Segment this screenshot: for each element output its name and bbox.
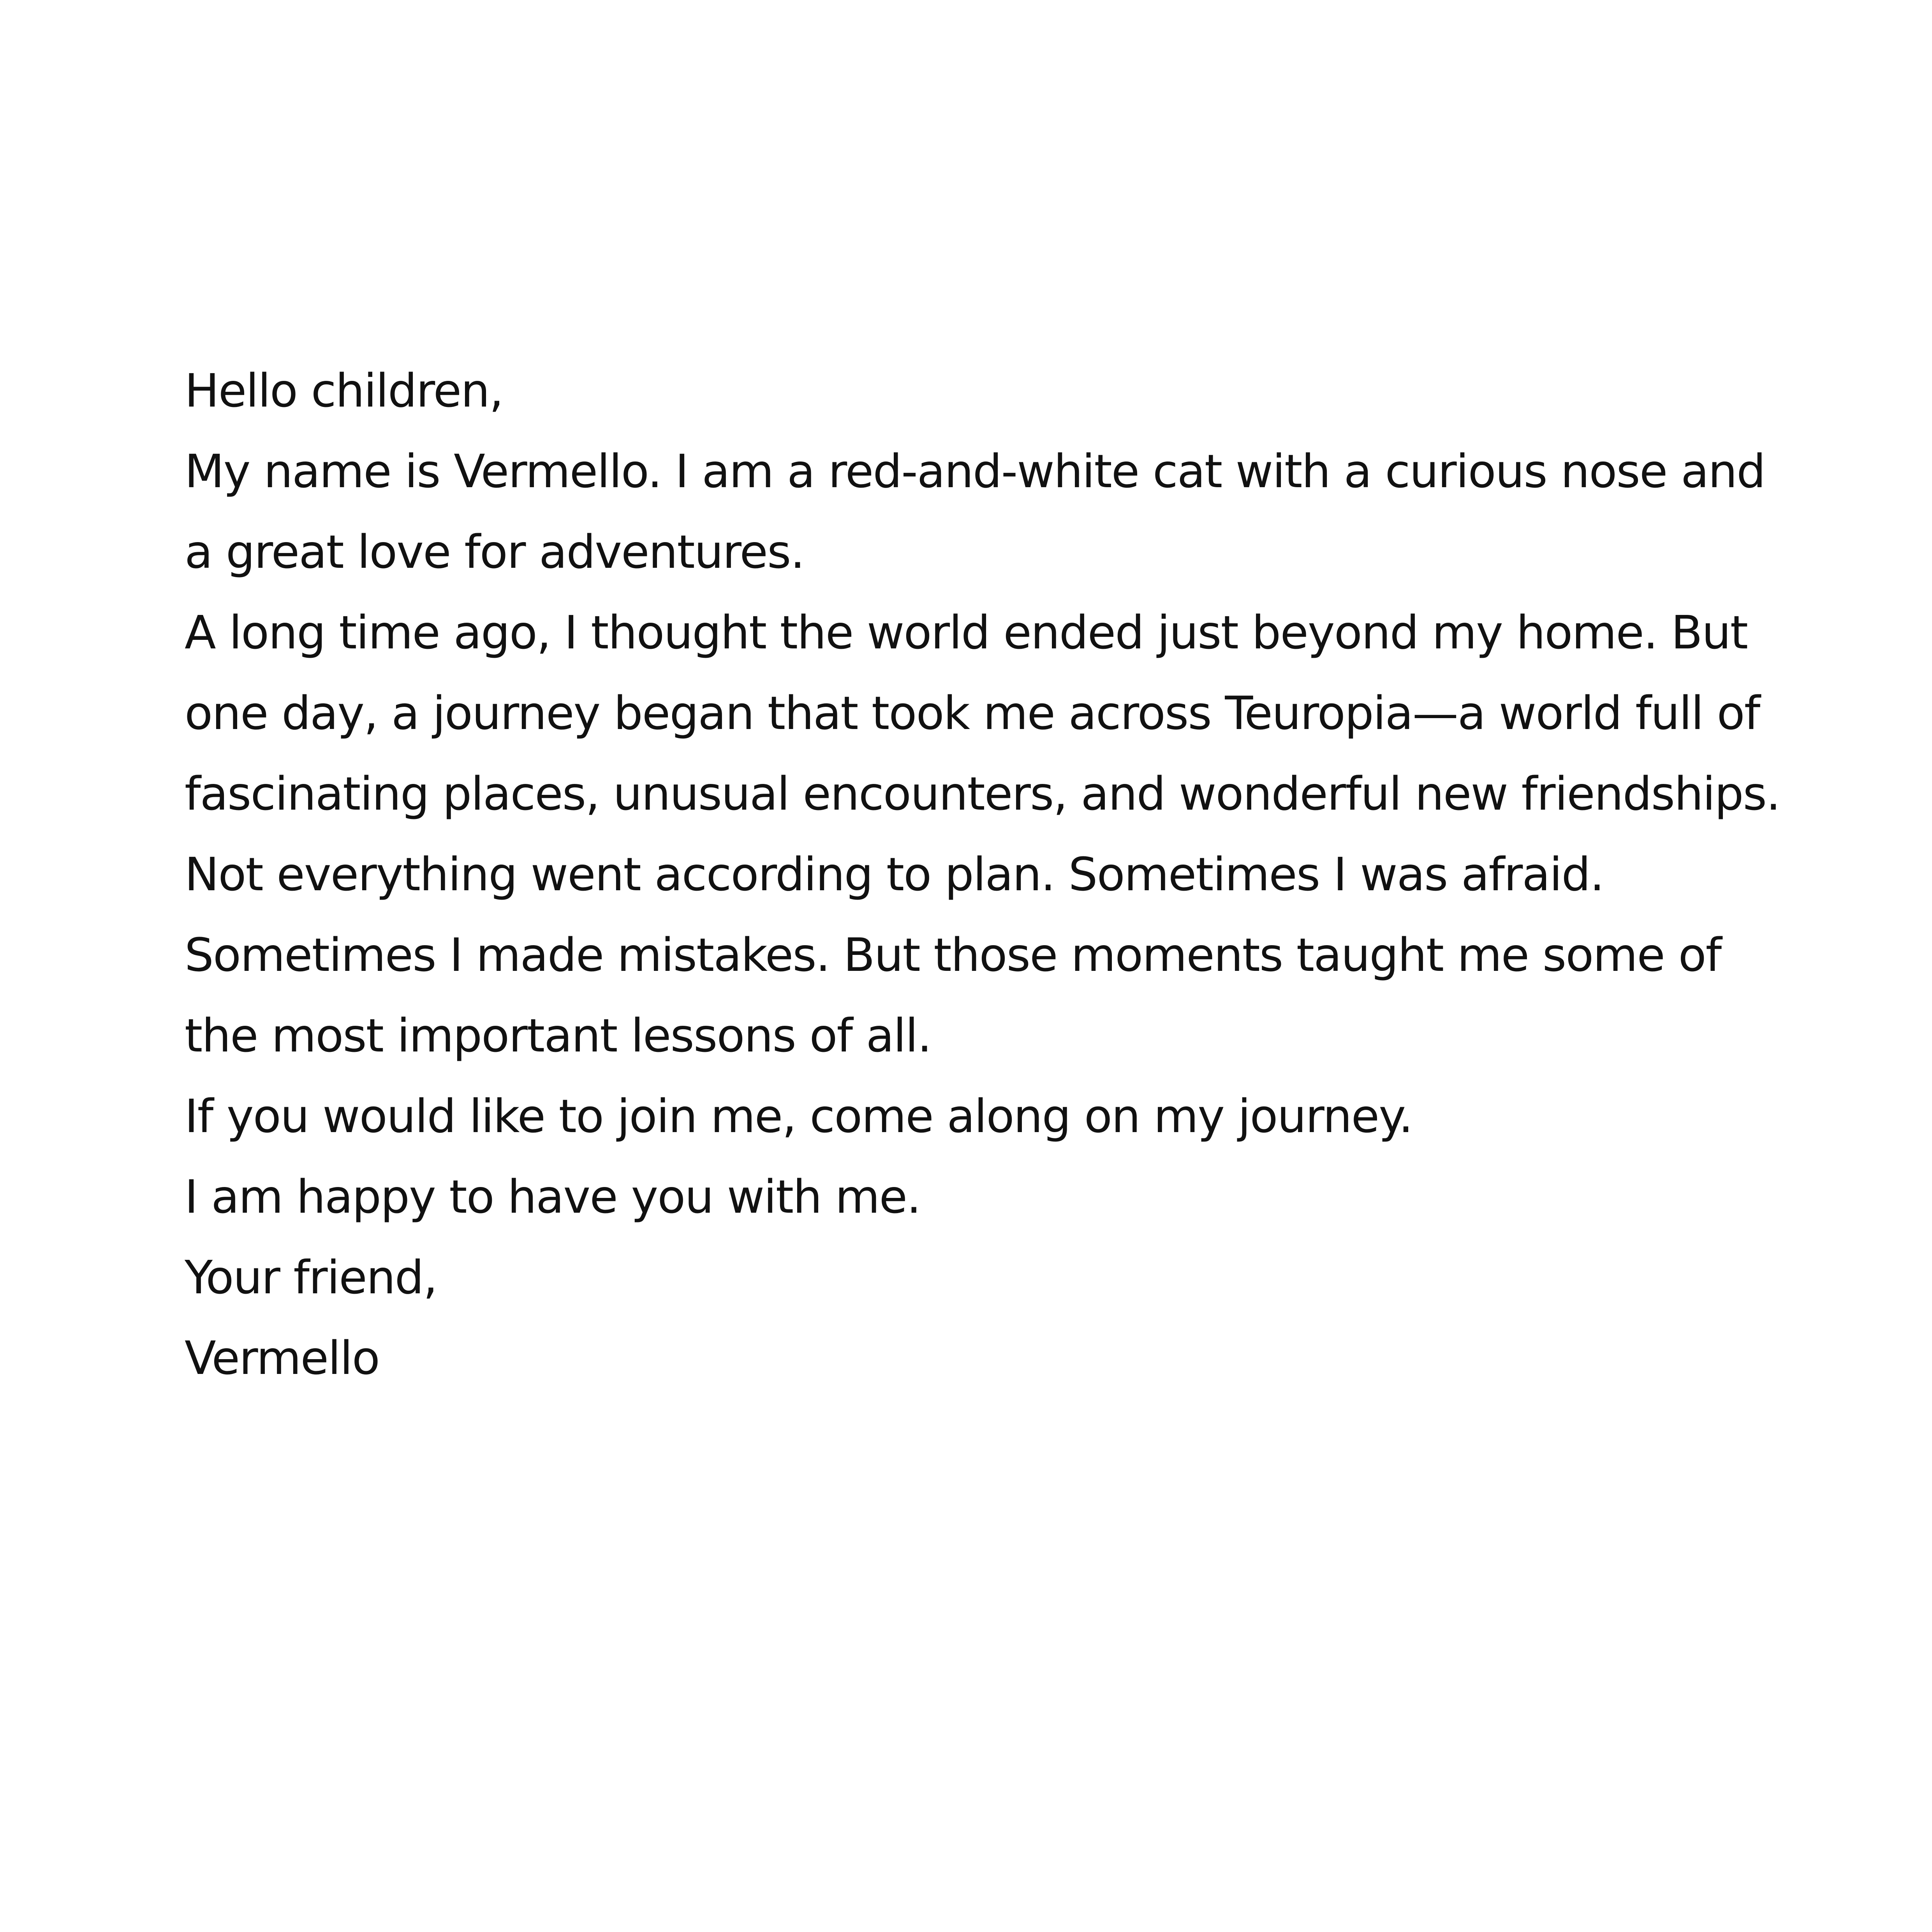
- letter-closing: Your friend,: [185, 1250, 437, 1304]
- letter-paragraph: Not everything went according to plan. Sometimes I was afraid. Sometimes I made mistakes. But those moments taught me some of the most important lessons of all.: [185, 847, 1721, 1062]
- letter-paragraph: I am happy to have you with me.: [185, 1170, 921, 1224]
- letter-body: [185, 350, 1781, 1398]
- letter-signature: Vermello: [185, 1331, 379, 1385]
- letter-greeting: Hello children,: [185, 364, 503, 417]
- letter-paragraph: My name is Vermello. I am a red-and-white cat with a curious nose and a great love for adventures.: [185, 444, 1765, 579]
- letter-paragraph: A long time ago, I thought the world ended just beyond my home. But one day, a journey began that took me across Teuropia—a world full of fascinating places, unusual encounters, and wonderful new friendships.: [185, 606, 1780, 821]
- letter-paragraph: If you would like to join me, come along on my journey.: [185, 1089, 1412, 1143]
